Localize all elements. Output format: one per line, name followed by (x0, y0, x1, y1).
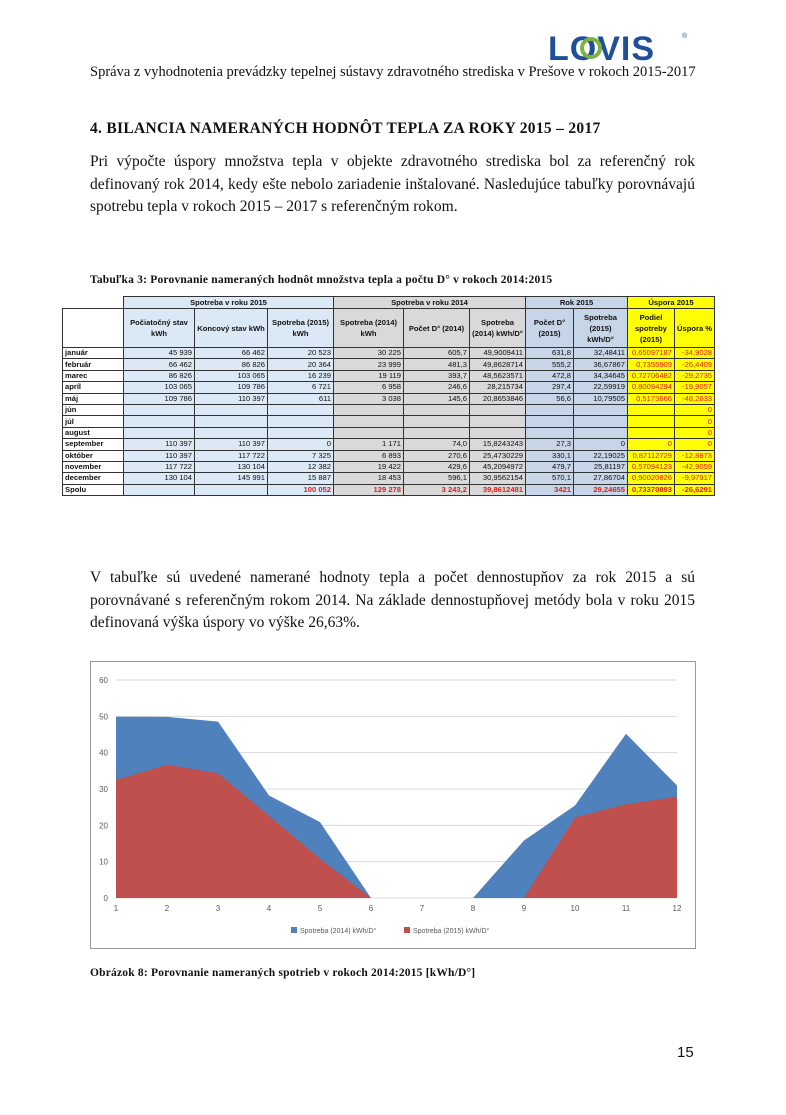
table-cell: 34,34645 (574, 370, 628, 381)
group-uspora: Úspora 2015 (628, 297, 715, 309)
row-label: marec (63, 370, 124, 381)
table-cell: 15,8243243 (470, 439, 526, 450)
table-cell (124, 404, 195, 415)
table-cell: 109 786 (124, 393, 195, 404)
table-cell: 0,65097187 (628, 348, 675, 359)
table-row (63, 359, 715, 370)
table-cell (195, 484, 268, 495)
row-label: máj (63, 393, 124, 404)
x-tick-label: 3 (215, 904, 221, 913)
row-label: august (63, 427, 124, 438)
row-label: december (63, 473, 124, 484)
x-tick-label: 12 (672, 904, 682, 913)
row-label: Spolu (63, 484, 124, 495)
table-cell: 0,57094123 (628, 461, 675, 472)
table-cell: -26,6291 (675, 484, 715, 495)
table-cell: 29,24655 (574, 484, 628, 495)
figure-caption: Obrázok 8: Porovnanie nameraných spotrieb v rokoch 2014:2015 [kWh/D°] (90, 967, 476, 979)
table-total-row (63, 484, 715, 495)
x-tick-label: 5 (317, 904, 323, 913)
y-tick-label: 50 (99, 712, 108, 722)
table-cell: 605,7 (404, 348, 470, 359)
table-cell: 110 397 (195, 439, 268, 450)
table-cell (526, 416, 574, 427)
table-cell: 7 325 (268, 450, 334, 461)
table-cell: 25,4730229 (470, 450, 526, 461)
table-cell: 0 (574, 439, 628, 450)
table-cell: 109 786 (195, 382, 268, 393)
table-cell (628, 404, 675, 415)
table-cell (526, 427, 574, 438)
table-cell: 330,1 (526, 450, 574, 461)
table-cell: 0 (268, 439, 334, 450)
table-cell (124, 427, 195, 438)
col-header: Počiatočný stav kWh (124, 309, 195, 348)
table-cell: 27,3 (526, 439, 574, 450)
table-cell: 66 462 (124, 359, 195, 370)
table-cell: 596,1 (404, 473, 470, 484)
table-cell (268, 427, 334, 438)
col-header: Spotreba (2014) kWh/D° (470, 309, 526, 348)
col-header: Počet D° (2014) (404, 309, 470, 348)
table-cell: -34,9028 (675, 348, 715, 359)
legend-swatch (404, 927, 410, 933)
table-cell (574, 416, 628, 427)
svg-text:®: ® (682, 33, 688, 40)
table-cell: 19 119 (334, 370, 404, 381)
table-row (63, 348, 715, 359)
table-cell: 110 397 (124, 450, 195, 461)
table-cell: 20 523 (268, 348, 334, 359)
table-cell: 30,9562154 (470, 473, 526, 484)
table-cell: 32,48411 (574, 348, 628, 359)
table-cell: 3 038 (334, 393, 404, 404)
table-cell: 479,7 (526, 461, 574, 472)
x-tick-label: 11 (621, 904, 631, 913)
y-tick-label: 30 (99, 785, 108, 794)
table-cell: 129 278 (334, 484, 404, 495)
table-cell: 297,4 (526, 382, 574, 393)
table-cell: 0,7355909 (628, 359, 675, 370)
table-cell: 117 722 (195, 450, 268, 461)
table-cell: 0 (675, 427, 715, 438)
table-cell: 0,72706482 (628, 370, 675, 381)
table-cell: 130 104 (124, 473, 195, 484)
table-row (63, 370, 715, 381)
table-cell: 110 397 (195, 393, 268, 404)
table-row (63, 473, 715, 484)
table-cell (195, 404, 268, 415)
table-cell: 74,0 (404, 439, 470, 450)
consumption-table (62, 296, 715, 496)
table-cell: 3421 (526, 484, 574, 495)
col-header: Podiel spotreby (2015) (628, 309, 675, 348)
table-row (63, 461, 715, 472)
y-tick-label: 0 (103, 894, 108, 903)
col-header: Koncový stav kWh (195, 309, 268, 348)
table-cell: 49,8628714 (470, 359, 526, 370)
table-cell (124, 484, 195, 495)
table-cell: 20,8653846 (470, 393, 526, 404)
table-row (63, 450, 715, 461)
table-cell: 0 (675, 439, 715, 450)
table-cell: 22,59919 (574, 382, 628, 393)
table-cell: 0,80094294 (628, 382, 675, 393)
y-tick-label: 10 (99, 857, 108, 867)
table-cell: 28,215734 (470, 382, 526, 393)
table-cell: 39,8612481 (470, 484, 526, 495)
report-header: Správa z vyhodnotenia prevádzky tepelnej sústavy zdravotného strediska v Prešove v rokoch 2015-2017 (90, 64, 696, 80)
table-cell: 30 225 (334, 348, 404, 359)
page-number: 15 (677, 1044, 694, 1061)
table-row (63, 393, 715, 404)
col-header: Spotreba (2015) kWh/D° (574, 309, 628, 348)
table-cell: 631,8 (526, 348, 574, 359)
table-cell: 66 462 (195, 348, 268, 359)
table-cell (268, 416, 334, 427)
table-cell: 0,87112729 (628, 450, 675, 461)
table-cell: 86 826 (124, 370, 195, 381)
table-cell: 3 243,2 (404, 484, 470, 495)
table-cell (404, 416, 470, 427)
table-cell (470, 404, 526, 415)
table-cell: -9,97917 (675, 473, 715, 484)
legend-label: Spotreba (2015) kWh/D° (413, 928, 490, 935)
svg-text:LOVIS: LOVIS (548, 30, 656, 66)
table-row (63, 439, 715, 450)
table-cell: -48,2633 (675, 393, 715, 404)
table-cell: 16 239 (268, 370, 334, 381)
table-cell (628, 416, 675, 427)
table-cell: 103 065 (195, 370, 268, 381)
table-cell: 19 422 (334, 461, 404, 472)
table-cell: 145 991 (195, 473, 268, 484)
table-cell (470, 427, 526, 438)
x-tick-label: 6 (368, 904, 374, 913)
table-cell: 6 721 (268, 382, 334, 393)
row-label: november (63, 461, 124, 472)
x-tick-label: 8 (470, 904, 476, 913)
table-cell (124, 416, 195, 427)
table-cell: -42,9059 (675, 461, 715, 472)
y-tick-label: 20 (99, 821, 108, 831)
table-cell: 0 (675, 416, 715, 427)
table-cell: 611 (268, 393, 334, 404)
table-cell: 0,73370893 (628, 484, 675, 495)
group-rok-2015: Rok 2015 (526, 297, 628, 309)
table-row (63, 416, 715, 427)
table-row (63, 404, 715, 415)
col-header: Spotreba (2014) kWh (334, 309, 404, 348)
table-cell: 49,9009411 (470, 348, 526, 359)
section-heading: 4. BILANCIA NAMERANÝCH HODNÔT TEPLA ZA ROKY 2015 – 2017 (90, 120, 601, 137)
table-cell: 1 171 (334, 439, 404, 450)
group-2015: Spotreba v roku 2015 (124, 297, 334, 309)
table-cell (470, 416, 526, 427)
table-cell (268, 404, 334, 415)
y-tick-label: 40 (99, 748, 108, 758)
table-cell: 103 065 (124, 382, 195, 393)
table-cell: 12 382 (268, 461, 334, 472)
x-tick-label: 9 (521, 904, 527, 913)
table-cell: 393,7 (404, 370, 470, 381)
table-cell: 48,5623571 (470, 370, 526, 381)
table-cell: 45 939 (124, 348, 195, 359)
group-2014: Spotreba v roku 2014 (334, 297, 526, 309)
legend-swatch (291, 927, 297, 933)
table-cell: 0 (675, 404, 715, 415)
table-cell: 110 397 (124, 439, 195, 450)
table-cell (334, 427, 404, 438)
table-cell: -12,8873 (675, 450, 715, 461)
col-header: Úspora % (675, 309, 715, 348)
table-cell: 15 887 (268, 473, 334, 484)
table-cell: 23 999 (334, 359, 404, 370)
table-caption: Tabuľka 3: Porovnanie nameraných hodnôt množstva tepla a počtu D° v rokoch 2014:2015 (90, 274, 553, 286)
table-cell (404, 404, 470, 415)
table-cell: 100 052 (268, 484, 334, 495)
table-cell: 246,6 (404, 382, 470, 393)
table-cell (334, 416, 404, 427)
row-label: jún (63, 404, 124, 415)
table-cell (334, 404, 404, 415)
table-cell: 6 893 (334, 450, 404, 461)
table-cell: 45,2094972 (470, 461, 526, 472)
table-cell: 27,86704 (574, 473, 628, 484)
lovis-logo (548, 30, 688, 66)
table-row (63, 382, 715, 393)
table-cell (404, 427, 470, 438)
table-cell: 481,3 (404, 359, 470, 370)
x-tick-label: 7 (419, 904, 425, 913)
table-cell: 0 (628, 439, 675, 450)
table-cell (526, 404, 574, 415)
x-tick-label: 4 (266, 904, 272, 913)
row-label: apríl (63, 382, 124, 393)
table-cell (628, 427, 675, 438)
table-cell: 86 826 (195, 359, 268, 370)
table-cell: 145,6 (404, 393, 470, 404)
col-header: Počet D° (2015) (526, 309, 574, 348)
table-cell: 117 722 (124, 461, 195, 472)
row-label: február (63, 359, 124, 370)
table-row (63, 427, 715, 438)
table-cell: 56,6 (526, 393, 574, 404)
table-cell: 0,5173666 (628, 393, 675, 404)
table-cell: -19,9057 (675, 382, 715, 393)
table-cell: 36,67867 (574, 359, 628, 370)
table-cell (195, 416, 268, 427)
table-cell: -29,2735 (675, 370, 715, 381)
x-tick-label: 2 (164, 904, 170, 913)
table-cell: 429,6 (404, 461, 470, 472)
table-cell: 20 364 (268, 359, 334, 370)
table-cell: -26,4409 (675, 359, 715, 370)
row-label: január (63, 348, 124, 359)
table-cell: 570,1 (526, 473, 574, 484)
row-label: október (63, 450, 124, 461)
table-cell: 270,6 (404, 450, 470, 461)
table-cell: 472,8 (526, 370, 574, 381)
x-tick-label: 10 (570, 904, 580, 913)
col-header: Spotreba (2015) kWh (268, 309, 334, 348)
table-cell (574, 427, 628, 438)
row-label: júl (63, 416, 124, 427)
intro-paragraph: Pri výpočte úspory množstva tepla v objekte zdravotného strediska bol za referenčný rok definovaný rok 2014, kedy ešte nebolo zariadenie inštalované. Nasledujúce tabuľky porovnávajú spotrebu tepla v rokoch 2015 – 2017 s referenčným rokom. (90, 153, 695, 215)
table-cell (195, 427, 268, 438)
legend-label: Spotreba (2014) kWh/D° (300, 928, 377, 935)
table-cell: 25,81197 (574, 461, 628, 472)
table-cell: 10,79505 (574, 393, 628, 404)
table-cell: 555,2 (526, 359, 574, 370)
consumption-chart (90, 661, 696, 949)
x-tick-label: 1 (113, 904, 119, 913)
y-tick-label: 60 (99, 676, 108, 685)
table-cell: 6 958 (334, 382, 404, 393)
table-cell: 0,90020826 (628, 473, 675, 484)
table-cell: 130 104 (195, 461, 268, 472)
row-label: september (63, 439, 124, 450)
table-cell: 22,19025 (574, 450, 628, 461)
table-cell (574, 404, 628, 415)
result-paragraph: V tabuľke sú uvedené namerané hodnoty tepla a počet dennostupňov za rok 2015 a sú porovnávané s referenčným rokom 2014. Na základe dennostupňovej metódy bola v roku 2015 definovaná výška úspory vo výške 26,63%. (90, 569, 695, 631)
table-cell: 18 453 (334, 473, 404, 484)
